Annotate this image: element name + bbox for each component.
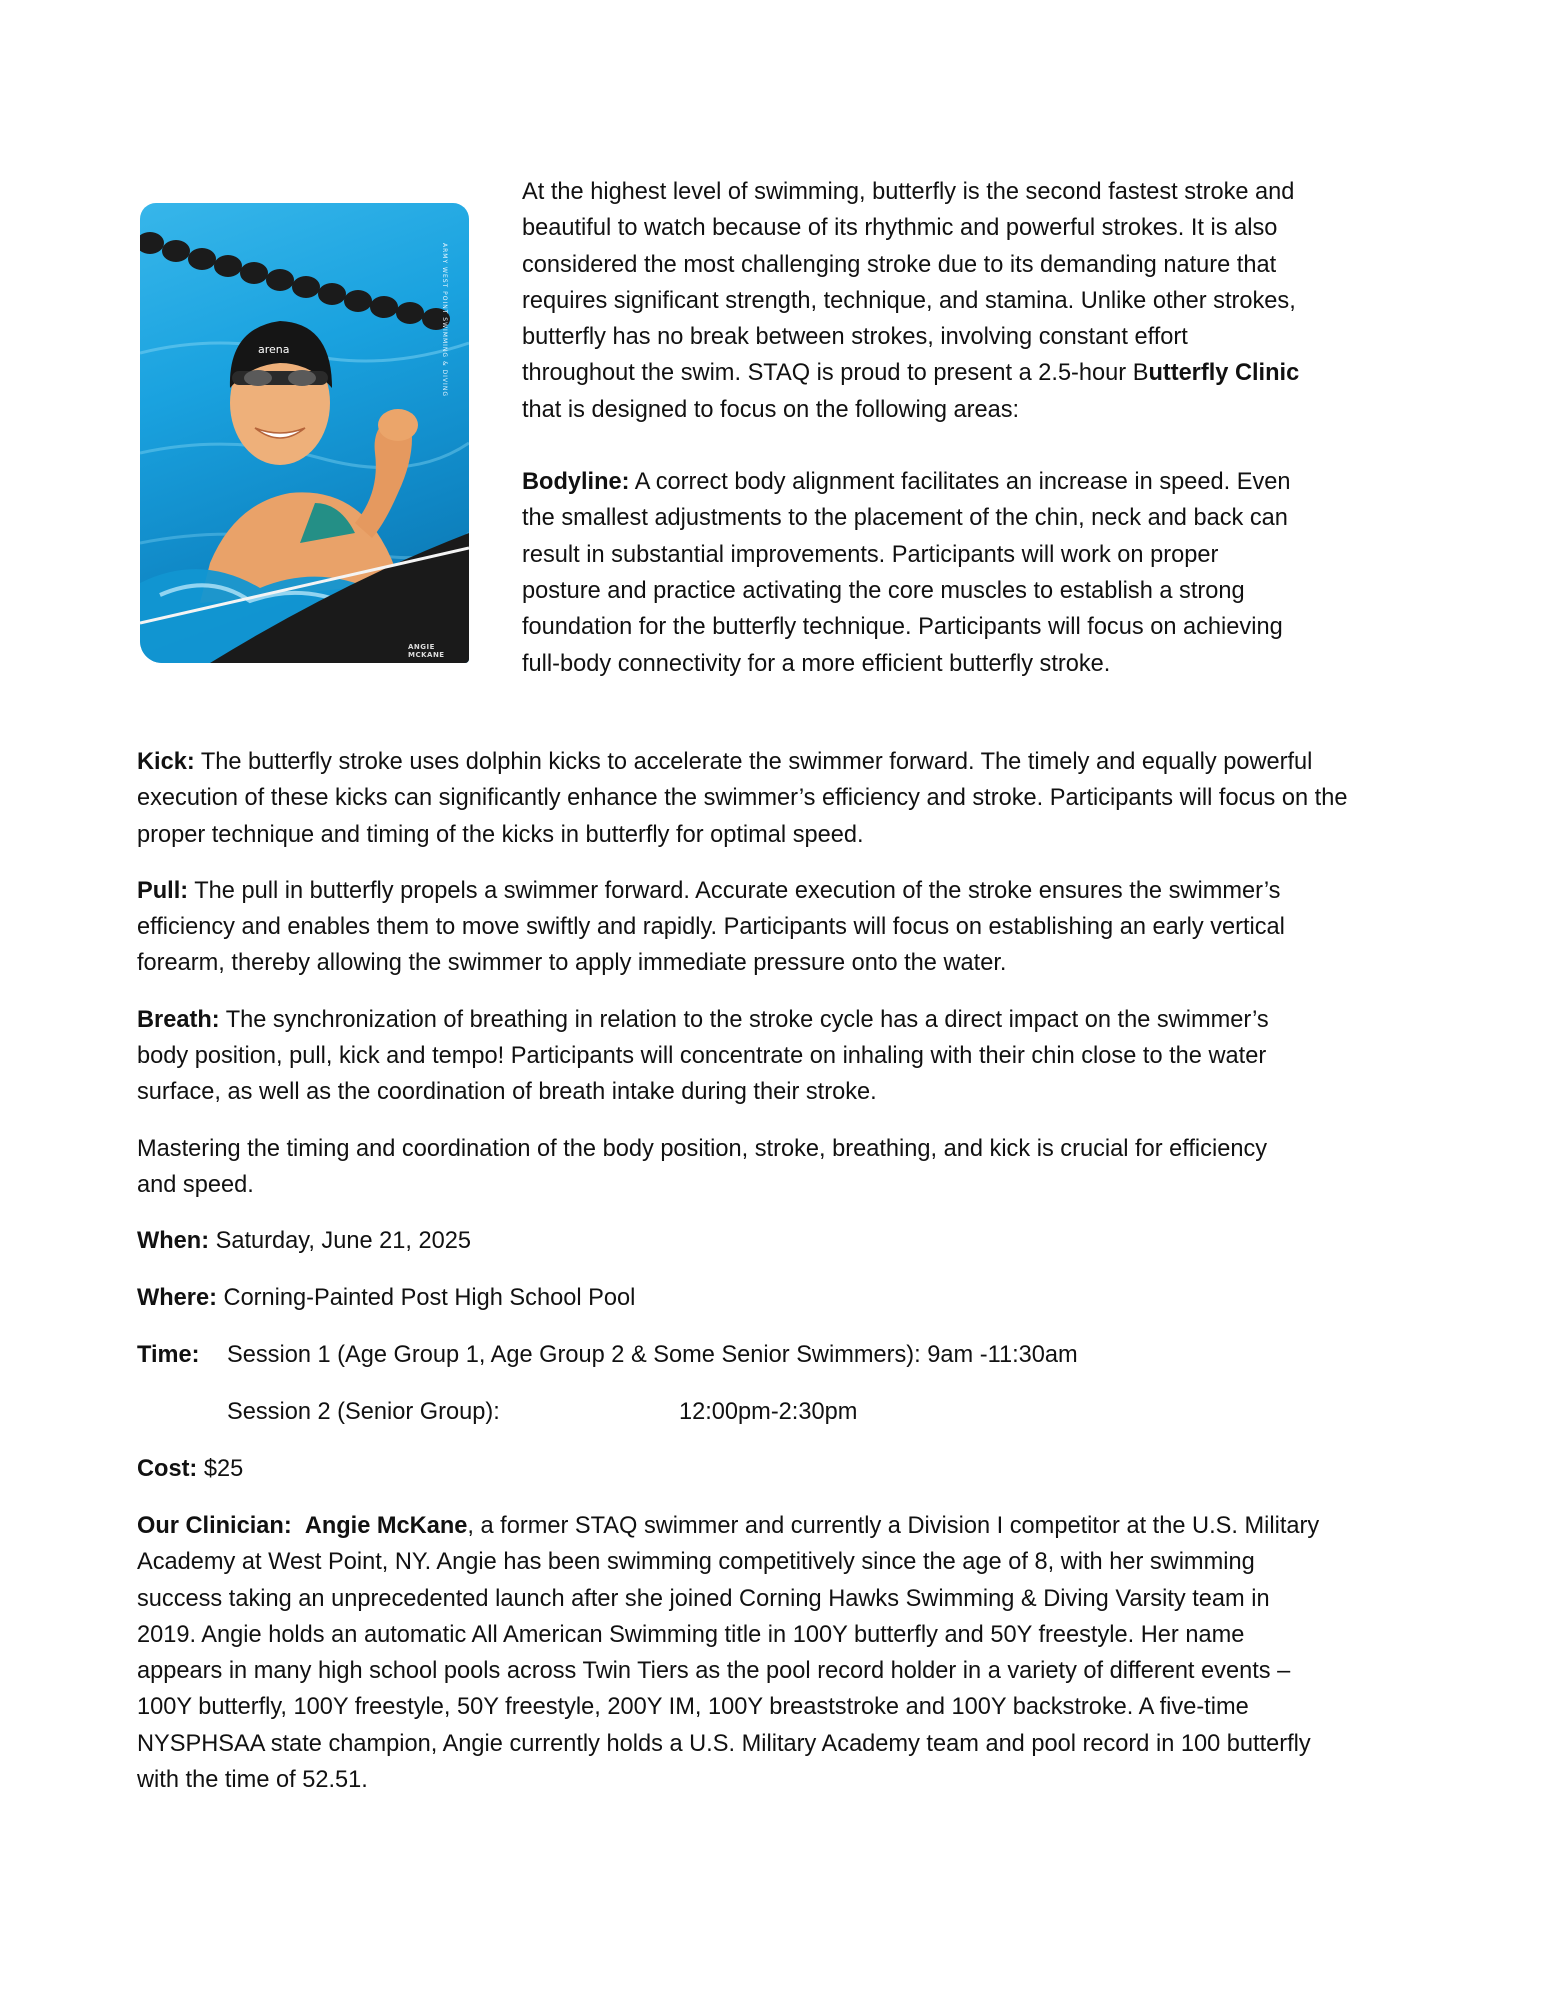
clinician-name: Angie McKane (304, 1513, 468, 1539)
intro-section (522, 174, 1452, 682)
event-time-session-2 (227, 1394, 1427, 1430)
clinic-name: utterfly Clinic (1148, 360, 1300, 387)
bodyline-line: result in substantial improvements. Participants will work on proper (522, 541, 1219, 568)
bodyline-text: A correct body alignment facilitates an increase in speed. Even (629, 469, 1291, 496)
mastering-text: and speed. (137, 1171, 254, 1198)
session-2-time: 12:00pm-2:30pm (679, 1399, 858, 1425)
clinician-paragraph (137, 1508, 1457, 1798)
pull-label: Pull: (137, 877, 189, 904)
time-label: Time: (137, 1342, 200, 1368)
session-1-text: Session 1 (Age Group 1, Age Group 2 & Some Senior Swimmers): 9am -11:30am (227, 1342, 1078, 1368)
clinician-text: 2019. Angie holds an automatic All American Swimming title in 100Y butterfly and 50Y freestyle. Her name (137, 1621, 1245, 1648)
bodyline-label: Bodyline: (522, 469, 630, 496)
bodyline-line: posture and practice activating the core muscles to establish a strong (522, 577, 1245, 604)
mastering-text: Mastering the timing and coordination of the body position, stroke, breathing, and kick is crucial for efficiency (137, 1135, 1268, 1162)
kick-label: Kick: (137, 749, 195, 775)
when-value: Saturday, June 21, 2025 (209, 1228, 471, 1254)
swimmer-illustration (140, 203, 469, 663)
when-label: When: (137, 1228, 210, 1254)
cap-logo-text: arena (258, 343, 290, 356)
clinician-text: Academy at West Point, NY. Angie has been swimming competitively since the age of 8, with her swimming (137, 1549, 1255, 1576)
session-2-name: Session 2 (Senior Group): (227, 1399, 500, 1425)
event-date (137, 1223, 471, 1259)
intro-line: At the highest level of swimming, butterfly is the second fastest stroke and (522, 179, 1295, 205)
kick-text: The butterfly stroke uses dolphin kicks to accelerate the swimmer forward. The timely and equally powerful (194, 749, 1313, 775)
kick-text: execution of these kicks can significantly enhance the swimmer’s efficiency and stroke. Participants will focus on the (137, 785, 1348, 812)
pull-text: forearm, thereby allowing the swimmer to apply immediate pressure onto the water. (137, 950, 1007, 977)
cost-value: $25 (197, 1456, 244, 1482)
bodyline-line: full-body connectivity for a more efficient butterfly stroke. (522, 650, 1111, 677)
kick-text: proper technique and timing of the kicks in butterfly for optimal speed. (137, 821, 864, 848)
intro-line: butterfly has no break between strokes, involving constant effort (522, 324, 1188, 351)
breath-paragraph (137, 1002, 1457, 1111)
clinician-text: success taking an unprecedented launch after she joined Corning Hawks Swimming & Diving Varsity team in (137, 1585, 1270, 1612)
pull-text: The pull in butterfly propels a swimmer forward. Accurate execution of the stroke ensures the swimmer’s (188, 877, 1281, 904)
photo-caption: ANGIE MCKANE (408, 643, 445, 659)
mastering-paragraph (137, 1131, 1457, 1204)
where-value: Corning-Painted Post High School Pool (216, 1285, 636, 1311)
clinician-text: 100Y butterfly, 100Y freestyle, 50Y freestyle, 200Y IM, 100Y breaststroke and 100Y backstroke. A five-time (137, 1694, 1249, 1721)
swimmer-photo (140, 203, 469, 663)
intro-line (522, 355, 1452, 391)
where-label: Where: (137, 1285, 217, 1311)
clinician-text: NYSPHSAA state champion, Angie currently holds a U.S. Military Academy team and pool record in 100 butterfly (137, 1730, 1311, 1757)
clinician-text: , a former STAQ swimmer and currently a Division I competitor at the U.S. Military (467, 1513, 1320, 1539)
pull-paragraph (137, 873, 1457, 982)
clinician-text: with the time of 52.51. (137, 1767, 368, 1794)
event-location (137, 1280, 635, 1316)
clinician-text: appears in many high school pools across Twin Tiers as the pool record holder in a variety of different events – (137, 1658, 1291, 1685)
bodyline-line (522, 464, 1452, 500)
event-cost (137, 1451, 243, 1487)
intro-line: beautiful to watch because of its rhythmic and powerful strokes. It is also (522, 215, 1278, 242)
breath-text: body position, pull, kick and tempo! Participants will concentrate on inhaling with their chin close to the water (137, 1043, 1267, 1070)
intro-line: that is designed to focus on the following areas: (522, 396, 1020, 423)
pull-text: efficiency and enables them to move swiftly and rapidly. Participants will focus on establishing an early vertical (137, 914, 1285, 941)
details-section (137, 744, 1457, 1223)
breath-text: The synchronization of breathing in relation to the stroke cycle has a direct impact on the swimmer’s (219, 1006, 1269, 1033)
event-time-session-1 (137, 1337, 1437, 1373)
clinician-label: Our Clinician: (137, 1513, 292, 1539)
bodyline-line: foundation for the butterfly technique. Participants will focus on achieving (522, 614, 1283, 641)
bodyline-line: the smallest adjustments to the placement of the chin, neck and back can (522, 505, 1288, 532)
intro-line-text: throughout the swim. STAQ is proud to present a 2.5-hour B (522, 360, 1149, 387)
breath-label: Breath: (137, 1006, 220, 1033)
kick-paragraph (137, 744, 1457, 853)
intro-line: considered the most challenging stroke due to its demanding nature that (522, 251, 1277, 278)
cost-label: Cost: (137, 1456, 198, 1482)
intro-line: requires significant strength, technique, and stamina. Unlike other strokes, (522, 287, 1296, 314)
photo-side-text: ARMY WEST POINT SWIMMING & DIVING (441, 243, 448, 397)
breath-text: surface, as well as the coordination of breath intake during their stroke. (137, 1079, 877, 1106)
